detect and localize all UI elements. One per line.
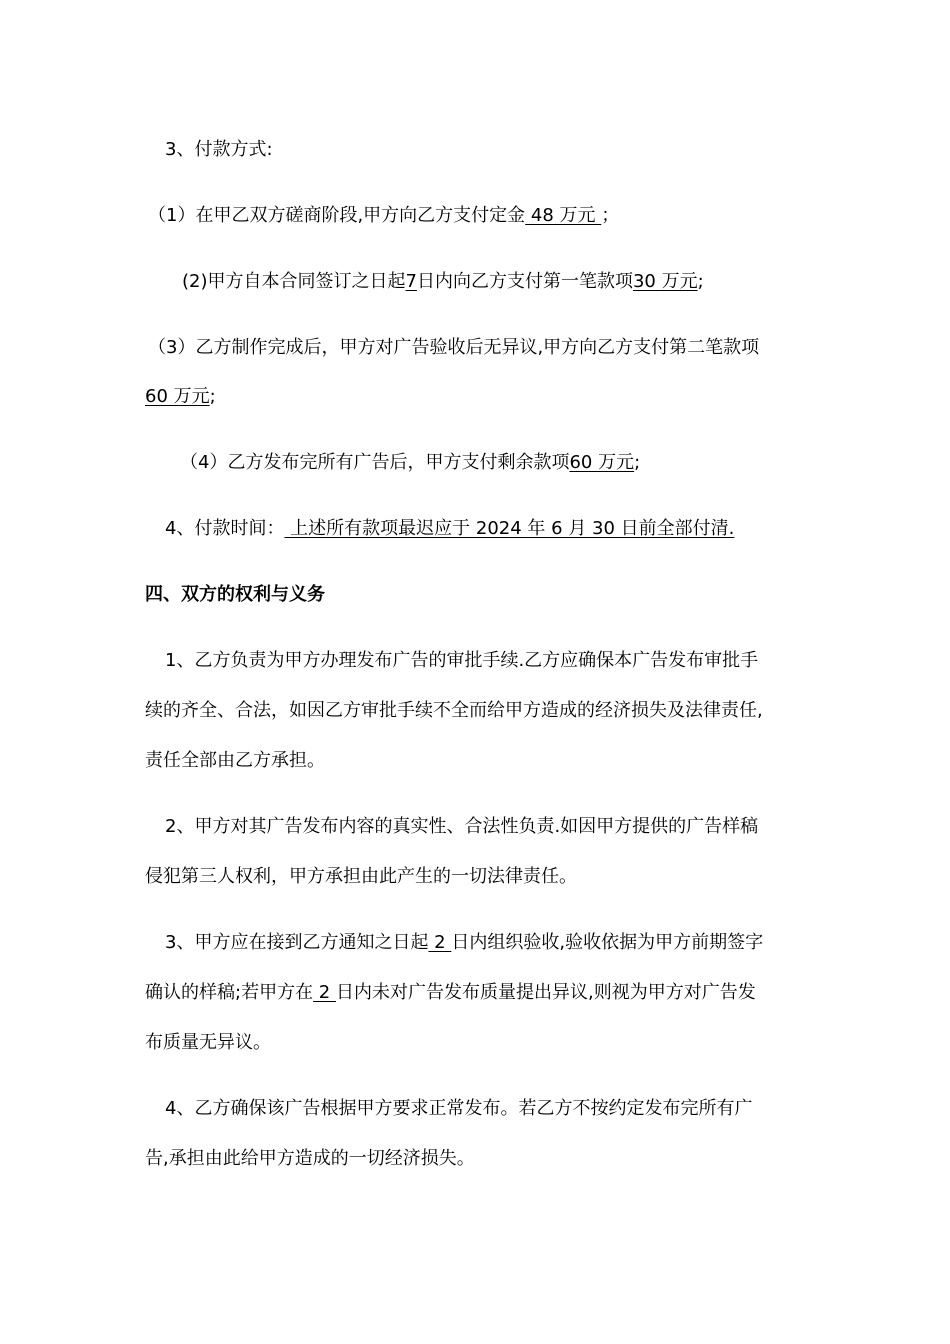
payment-item-1-text: （1）在甲乙双方磋商阶段,甲方向乙方支付定金 — [148, 205, 526, 226]
clause-3-line-1-post: 日内组织验收,验收依据为甲方前期签字 — [451, 932, 764, 953]
clause-4-line-2 — [145, 1147, 475, 1171]
payment-item-3-line-1 — [148, 336, 759, 360]
clause-3-line-3-text: 布质量无异议。 — [145, 1032, 271, 1053]
payment-item-3-line-2 — [145, 385, 216, 409]
payment-time-value: 上述所有款项最迟应于 2024 年 6 月 30 日前全部付清. — [284, 518, 735, 539]
clause-2-line-2-text: 侵犯第三人权利，甲方承担由此产生的一切法律责任。 — [145, 866, 577, 887]
payment-item-3-text: （3）乙方制作完成后，甲方对广告验收后无异议,甲方向乙方支付第二笔款项 — [148, 337, 760, 358]
payment-item-2 — [182, 270, 704, 294]
payment-time-label: 4、付款时间： — [165, 518, 285, 539]
clause-3-line-3 — [145, 1031, 271, 1055]
payment-item-4 — [180, 451, 640, 475]
clause-2-line-1 — [165, 815, 758, 839]
clause-3-line-1 — [165, 931, 763, 955]
clause-1-line-2-text: 续的齐全、合法，如因乙方审批手续不全而给甲方造成的经济损失及法律责任, — [145, 700, 763, 721]
payment-method-heading-text: 3、付款方式: — [165, 139, 273, 160]
clause-3-line-1-pre: 3、甲方应在接到乙方通知之日起 — [165, 932, 429, 953]
clause-3-line-2-pre: 确认的样稿;若甲方在 — [145, 982, 314, 1003]
payment-item-3-end: ; — [209, 386, 216, 407]
payment-time — [165, 517, 734, 541]
final-payment-amount: 60 万元 — [569, 452, 635, 473]
section-4-title — [145, 583, 325, 607]
clause-1-line-1-text: 1、乙方负责为甲方办理发布广告的审批手续.乙方应确保本广告发布审批手 — [165, 650, 759, 671]
payment-item-1 — [148, 204, 619, 228]
clause-1-line-1 — [165, 649, 758, 673]
payment-item-1-end: ； — [601, 205, 620, 226]
payment-item-2-text: (2)甲方自本合同签订之日起 — [182, 271, 406, 292]
second-payment-amount: 60 万元 — [145, 386, 210, 407]
clause-1-line-2 — [145, 699, 763, 723]
clause-3-line-2 — [145, 981, 756, 1005]
payment-method-heading — [165, 138, 273, 162]
clause-2-line-2 — [145, 865, 577, 889]
deposit-amount: 48 万元 — [525, 205, 602, 226]
payment-item-2-mid: 日内向乙方支付第一笔款项 — [416, 271, 633, 292]
payment-item-4-end: ; — [634, 452, 641, 473]
payment-item-4-text: （4）乙方发布完所有广告后，甲方支付剩余款项 — [180, 452, 570, 473]
clause-4-line-1-text: 4、乙方确保该广告根据甲方要求正常发布。若乙方不按约定发布完所有广 — [165, 1098, 753, 1119]
first-payment-days: 7 — [405, 271, 417, 292]
clause-4-line-1 — [165, 1097, 752, 1121]
objection-days: 2 — [313, 982, 336, 1003]
clause-1-line-3 — [145, 749, 325, 773]
acceptance-days: 2 — [428, 932, 452, 953]
clause-2-line-1-text: 2、甲方对其广告发布内容的真实性、合法性负责.如因甲方提供的广告样稿 — [165, 816, 759, 837]
payment-item-2-end: ; — [697, 271, 704, 292]
clause-1-line-3-text: 责任全部由乙方承担。 — [145, 750, 325, 771]
clause-4-line-2-text: 告,承担由此给甲方造成的一切经济损失。 — [145, 1148, 475, 1169]
clause-3-line-2-post: 日内未对广告发布质量提出异议,则视为甲方对广告发 — [335, 982, 756, 1003]
first-payment-amount: 30 万元 — [632, 271, 698, 292]
section-4-title-text: 四、双方的权利与义务 — [145, 584, 325, 605]
